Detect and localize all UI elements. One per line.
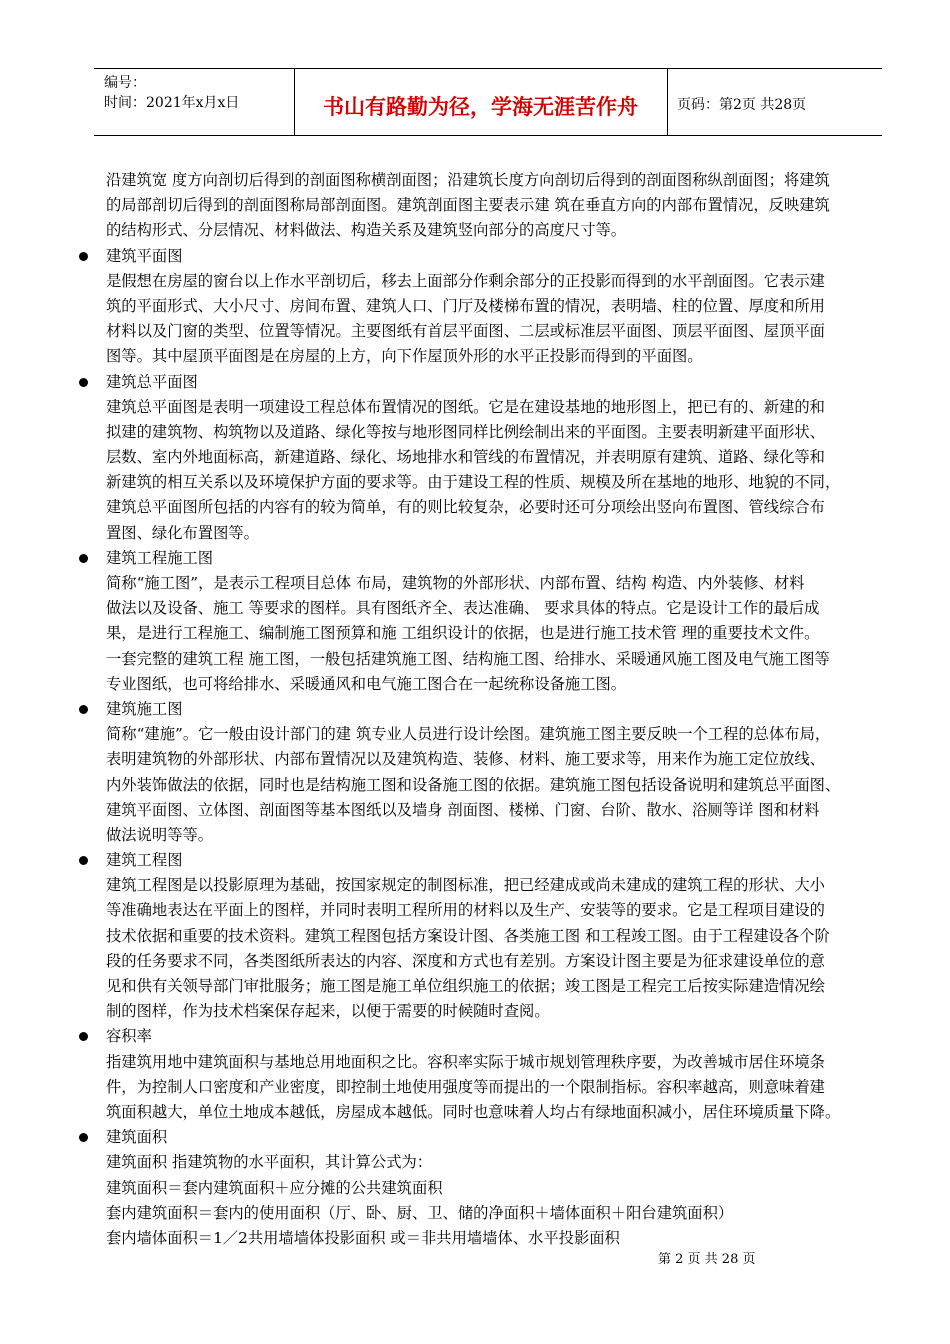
- bullet-icon: [79, 378, 88, 387]
- line-text: 拟建的建筑物、构筑物以及道路、绿化等按与地形图同样比例绘制出来的平面图。主要表明新建平面形状、: [106, 422, 825, 441]
- document-body: [106, 168, 906, 1251]
- line-text: 制的图样，作为技术档案保存起来，以便于需要的时候随时查阅。: [106, 1002, 550, 1021]
- line-text: 的局部剖切后得到的剖面图称局部剖面图。建筑剖面图主要表示建 筑在垂直方向的内部布置情况，反映建筑: [106, 196, 830, 215]
- line-text: 层数、室内外地面标高，新建道路、绿化、场地排水和管线的布置情况，并表明原有建筑、道路、绿化等和: [106, 448, 825, 467]
- line-text: 做法说明等等。: [106, 825, 214, 844]
- line-text: 专业图纸，也可将给排水、采暖通风和电气施工图合在一起统称设备施工图。: [106, 674, 627, 693]
- body-text-line: [106, 873, 906, 898]
- section-heading: [106, 546, 906, 571]
- line-text: 建筑平面图、立体图、剖面图等基本图纸以及墙身 剖面图、楼梯、门窗、台阶、散水、浴厕等详 图和材料: [106, 800, 820, 819]
- line-text: 建筑面积＝套内建筑面积＋应分摊的公共建筑面积: [106, 1178, 443, 1197]
- section-heading: [106, 370, 906, 395]
- line-text: 建筑平面图: [106, 246, 183, 265]
- body-text-line: [106, 999, 906, 1024]
- bullet-icon: [79, 856, 88, 865]
- body-text-line: [106, 445, 906, 470]
- body-text-line: [106, 1150, 906, 1175]
- body-text-line: [106, 621, 906, 646]
- body-text-line: [106, 1050, 906, 1075]
- body-text-line: [106, 823, 906, 848]
- body-text-line: [106, 521, 906, 546]
- line-text: 筑的平面形式、大小尺寸、房间布置、建筑人口、门厅及楼梯布置的情况，表明墙、柱的位置、厚度和所用: [106, 296, 825, 315]
- body-text-line: [106, 596, 906, 621]
- line-text: 建筑总平面图所包括的内容有的较为简单，有的则比较复杂，必要时还可分项绘出竖向布置图、管线综合布: [106, 498, 825, 517]
- section-heading: [106, 1125, 906, 1150]
- body-text-line: [106, 773, 906, 798]
- body-text-line: [106, 420, 906, 445]
- section-heading: [106, 1024, 906, 1049]
- line-text: 材料以及门窗的类型、位置等情况。主要图纸有首层平面图、二层或标准层平面图、顶层平面图、屋顶平面: [106, 322, 825, 341]
- body-text-line: [106, 722, 906, 747]
- line-text: 等准确地表达在平面上的图样，并同时表明工程所用的材料以及生产、安装等的要求。它是工程项目建设的: [106, 901, 825, 920]
- line-text: 建筑施工图: [106, 699, 183, 718]
- bullet-icon: [79, 1032, 88, 1041]
- body-text-line: [106, 949, 906, 974]
- body-text-line: [106, 1201, 906, 1226]
- line-text: 套内建筑面积＝套内的使用面积（厅、卧、厨、卫、储的净面积＋墙体面积＋阳台建筑面积）: [106, 1203, 734, 1222]
- header-page-info: 页码：第2页 共28页: [677, 97, 807, 113]
- line-text: 容积率: [106, 1027, 152, 1046]
- body-text-line: [106, 470, 906, 495]
- page-footer: 第 2 页 共 28 页: [658, 1252, 756, 1267]
- header-motto-cell: [294, 69, 668, 135]
- line-text: 指建筑用地中建筑面积与基地总用地面积之比。容积率实际于城市规划管理秩序要，为改善城市居住环境条: [106, 1052, 825, 1071]
- document-time-label: 时间：2021年x月x日: [104, 95, 240, 111]
- line-text: 图等。其中屋顶平面图是在房屋的上方，向下作屋顶外形的水平正投影而得到的平面图。: [106, 347, 703, 366]
- body-text-line: [106, 269, 906, 294]
- line-text: 建筑工程图: [106, 851, 183, 870]
- bullet-icon: [79, 705, 88, 714]
- line-text: 件，为控制人口密度和产业密度，即控制土地使用强度等而提出的一个限制指标。容积率越高，则意味着建: [106, 1077, 825, 1096]
- line-text: 建筑面积 指建筑物的水平面积，其计算公式为：: [106, 1153, 433, 1172]
- line-text: 建筑面积: [106, 1128, 168, 1147]
- body-text-line: [106, 344, 906, 369]
- body-text-line: [106, 974, 906, 999]
- line-text: 内外装饰做法的依据，同时也是结构施工图和设备施工图的依据。建筑施工图包括设备说明和建筑总平面图、: [106, 775, 841, 794]
- line-text: 的结构形式、分层情况、材料做法、构造关系及建筑竖向部分的高度尺寸等。: [106, 221, 627, 240]
- line-text: 简称“施工图”，是表示工程项目总体 布局，建筑物的外部形状、内部布置、结构 构造、内外装修、材料: [106, 574, 805, 592]
- section-heading: [106, 848, 906, 873]
- bullet-icon: [79, 1133, 88, 1142]
- page-header: [94, 68, 882, 136]
- line-text: 表明建筑物的外部形状、内部布置情况以及建筑构造、装修、材料、施工要求等，用来作为施工定位放线、: [106, 750, 825, 769]
- body-text-line: [106, 495, 906, 520]
- line-text: 置图、绿化布置图等。: [106, 523, 259, 542]
- section-heading: [106, 244, 906, 269]
- line-text: 建筑总平面图是表明一项建设工程总体布置情况的图纸。它是在建设基地的地形图上，把已有的、新建的和: [106, 397, 825, 416]
- body-text-line: [106, 168, 906, 193]
- line-text: 建筑总平面图: [106, 372, 198, 391]
- body-text-line: [106, 571, 906, 596]
- line-text: 见和供有关领导部门审批服务；施工图是施工单位组织施工的依据；竣工图是工程完工后按实际建造情况绘: [106, 977, 825, 995]
- line-text: 技术依据和重要的技术资料。建筑工程图包括方案设计图、各类施工图 和工程竣工图。由于工程建设各个阶: [106, 926, 830, 945]
- body-text-line: [106, 1075, 906, 1100]
- body-text-line: [106, 798, 906, 823]
- line-text: 筑面积越大，单位土地成本越低，房屋成本越低。同时也意味着人均占有绿地面积减小，居住环境质量下降。: [106, 1102, 841, 1121]
- body-text-line: [106, 672, 906, 697]
- bullet-icon: [79, 252, 88, 261]
- line-text: 简称“建施”。它一般由设计部门的建 筑专业人员进行设计绘图。建筑施工图主要反映一个工程的总体布局，: [106, 725, 831, 744]
- body-text-line: [106, 1226, 906, 1251]
- document-number-label: 编号：: [104, 75, 146, 91]
- body-text-line: [106, 1176, 906, 1201]
- body-text-line: [106, 1100, 906, 1125]
- body-text-line: [106, 647, 906, 672]
- body-text-line: [106, 193, 906, 218]
- bullet-icon: [79, 554, 88, 563]
- line-text: 果，是进行工程施工、编制施工图预算和施 工组织设计的依据，也是进行施工技术管 理的重要技术文件。: [106, 624, 820, 643]
- body-text-line: [106, 924, 906, 949]
- header-page-cell: [667, 69, 882, 135]
- line-text: 建筑工程图是以投影原理为基础，按国家规定的制图标准，把已经建成或尚未建成的建筑工程的形状、大小: [106, 876, 825, 895]
- line-text: 套内墙体面积＝1／2共用墙墙体投影面积 或＝非共用墙墙体、水平投影面积: [106, 1228, 620, 1247]
- line-text: 新建筑的相互关系以及环境保护方面的要求等。由于建设工程的性质、规模及所在基地的地形、地貌的不同，: [106, 473, 841, 492]
- header-meta-cell: [94, 69, 295, 135]
- header-motto: 书山有路勤为径，学海无涯苦作舟: [323, 94, 638, 119]
- line-text: 建筑工程施工图: [106, 548, 214, 567]
- line-text: 做法以及设备、施工 等要求的图样。具有图纸齐全、表达准确、 要求具体的特点。它是设计工作的最后成: [106, 599, 820, 618]
- line-text: 沿建筑宽 度方向剖切后得到的剖面图称横剖面图；沿建筑长度方向剖切后得到的剖面图称纵剖面图；将建筑: [106, 171, 830, 189]
- body-text-line: [106, 898, 906, 923]
- line-text: 一套完整的建筑工程 施工图，一般包括建筑施工图、结构施工图、给排水、采暖通风施工图及电气施工图等: [106, 649, 830, 668]
- body-text-line: [106, 218, 906, 243]
- body-text-line: [106, 319, 906, 344]
- body-text-line: [106, 747, 906, 772]
- body-text-line: [106, 395, 906, 420]
- body-text-line: [106, 294, 906, 319]
- line-text: 是假想在房屋的窗台以上作水平剖切后，移去上面部分作剩余部分的正投影而得到的水平剖面图。它表示建: [106, 271, 825, 290]
- section-heading: [106, 697, 906, 722]
- line-text: 段的任务要求不同，各类图纸所表达的内容、深度和方式也有差别。方案设计图主要是为征求建设单位的意: [106, 951, 825, 970]
